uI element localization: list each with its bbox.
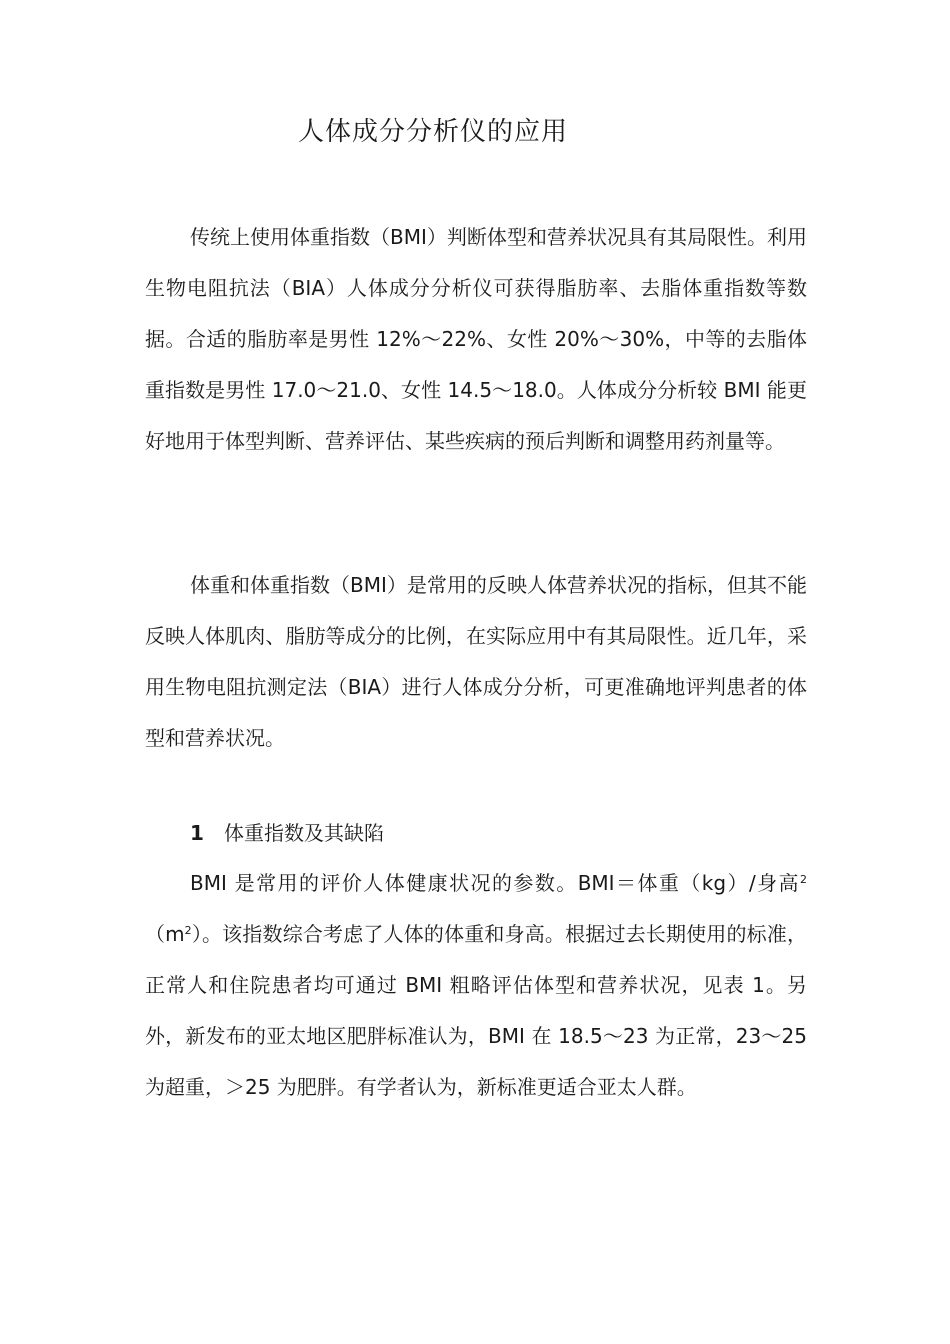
superscript-two: 2 [184,924,192,937]
section-paragraph-part1: BMI 是常用的评价人体健康状况的参数。BMI＝体重（kg）/身高 [190,871,800,895]
section-paragraph-part3: ）。该指数综合考虑了人体的体重和身高。根据过去长期使用的标准，正常人和住院患者均可通过 BMI 粗略评估体型和营养状况，见表 1。另外，新发布的亚太地区肥胖标准认为，BMI 在 18.5～23 为正常，23～25 为超重，＞25 为肥胖。有学者认为，新标准更适合亚太人群。 [145,922,807,1099]
section-paragraph [145,858,807,1113]
intro-paragraph-text: 传统上使用体重指数（BMI）判断体型和营养状况具有其局限性。利用生物电阻抗法（BIA）人体成分分析仪可获得脂肪率、去脂体重指数等数据。合适的脂肪率是男性 12%～22%、女性 20%～30%，中等的去脂体重指数是男性 17.0～21.0、女性 14.5～18.0。人体成分分析较 BMI 能更好地用于体型判断、营养评估、某些疾病的预后判断和调整用药剂量等。 [145,225,807,453]
section-heading-text: 体重指数及其缺陷 [224,821,384,845]
section-number: 1 [190,821,204,845]
superscript-two: 2 [800,873,807,886]
section-heading [190,808,384,859]
bmi-limitation-paragraph [145,560,807,764]
intro-paragraph [145,212,807,467]
section-paragraph-part2: （m [145,922,185,946]
bmi-limitation-paragraph-text: 体重和体重指数（BMI）是常用的反映人体营养状况的指标，但其不能反映人体肌肉、脂肪等成分的比例，在实际应用中有其局限性。近几年，采用生物电阻抗测定法（BIA）进行人体成分分析，可更准确地评判患者的体型和营养状况。 [145,573,807,750]
document-title: 人体成分分析仪的应用 [297,117,568,147]
